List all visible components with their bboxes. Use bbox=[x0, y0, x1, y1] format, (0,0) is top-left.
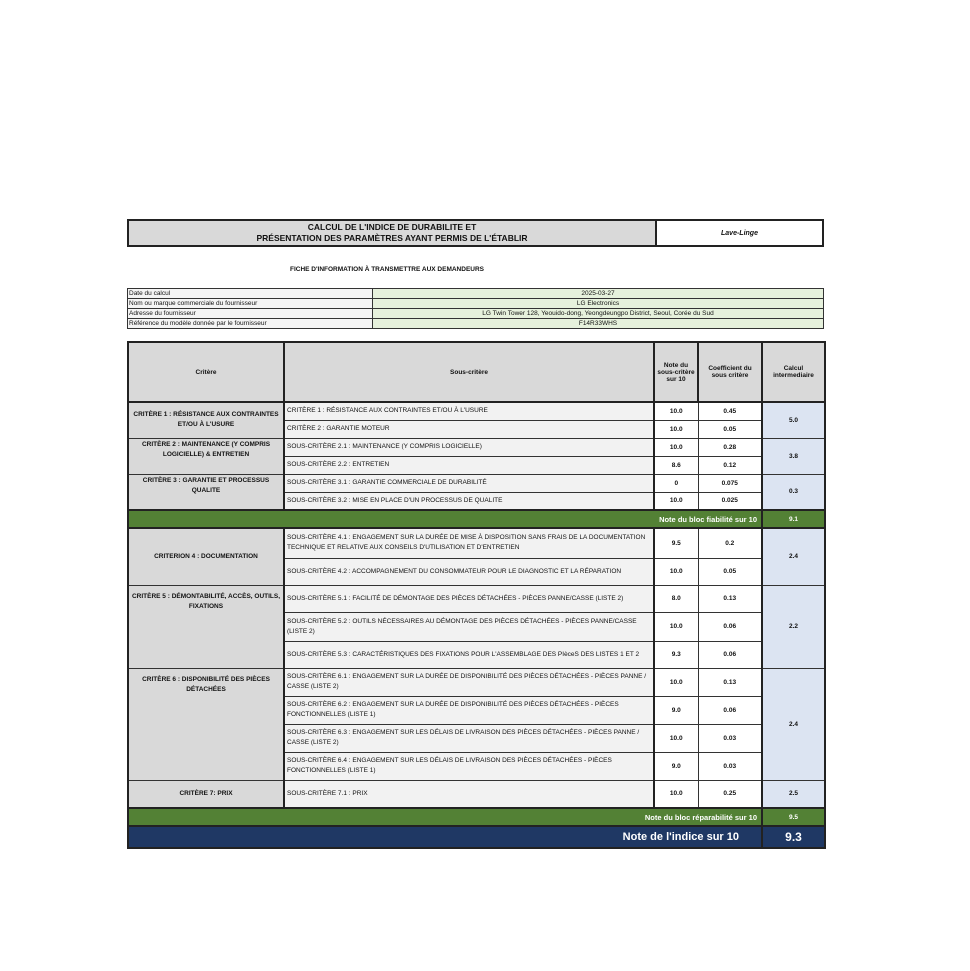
sub-criterion-label: CRITÈRE 2 : GARANTIE MOTEUR bbox=[284, 420, 654, 438]
col-header-calc: Calcul intermediaire bbox=[762, 342, 825, 402]
sub-criterion-coef: 0.05 bbox=[698, 558, 762, 585]
sub-criterion-coef: 0.03 bbox=[698, 752, 762, 780]
criterion-name: CRITÈRE 7: PRIX bbox=[128, 780, 284, 808]
sub-criterion-label: SOUS-CRITÈRE 7.1 : PRIX bbox=[284, 780, 654, 808]
criterion-name: CRITÈRE 6 : DISPONIBILITÉ DES PIÈCES DÉTACHÉES bbox=[128, 668, 284, 780]
criterion-name: CRITERION 4 : DOCUMENTATION bbox=[128, 528, 284, 585]
info-label: Référence du modèle donnée par le fournisseur bbox=[128, 319, 373, 329]
reparabilite-row bbox=[128, 808, 825, 826]
sub-criterion-note: 9.5 bbox=[654, 528, 698, 558]
sub-criterion-coef: 0.2 bbox=[698, 528, 762, 558]
sub-criterion-coef: 0.06 bbox=[698, 641, 762, 668]
sub-criterion-note: 10.0 bbox=[654, 780, 698, 808]
info-row bbox=[128, 299, 824, 309]
criterion-name: CRITÈRE 3 : GARANTIE ET PROCESSUS QUALITE bbox=[128, 474, 284, 510]
sub-criterion-note: 9.3 bbox=[654, 641, 698, 668]
info-row bbox=[128, 319, 824, 329]
sub-criterion-note: 10.0 bbox=[654, 724, 698, 752]
info-row bbox=[128, 289, 824, 299]
criterion-calc: 2.4 bbox=[762, 668, 825, 780]
criterion-calc: 0.3 bbox=[762, 474, 825, 510]
sub-criterion-label: SOUS-CRITÈRE 3.2 : MISE EN PLACE D'UN PROCESSUS DE QUALITE bbox=[284, 492, 654, 510]
durability-table bbox=[127, 341, 826, 849]
col-header-sous-critere: Sous-critère bbox=[284, 342, 654, 402]
sub-criterion-coef: 0.075 bbox=[698, 474, 762, 492]
sub-criterion-coef: 0.13 bbox=[698, 585, 762, 612]
sub-criterion-label: SOUS-CRITÈRE 6.4 : ENGAGEMENT SUR LES DÉLAIS DE LIVRAISON DES PIÈCES DÉTACHÉES - PIÈCES FONCTIONNELLES (LISTE 1) bbox=[284, 752, 654, 780]
sub-criterion-label: SOUS-CRITÈRE 5.1 : FACILITÉ DE DÉMONTAGE DES PIÈCES DÉTACHÉES - PIÈCES PANNE/CASSE (LISTE 2) bbox=[284, 585, 654, 612]
criterion-calc: 2.2 bbox=[762, 585, 825, 668]
sub-criterion-coef: 0.06 bbox=[698, 696, 762, 724]
info-label: Date du calcul bbox=[128, 289, 373, 299]
table-row bbox=[128, 402, 825, 420]
supplier-info-table bbox=[127, 288, 824, 329]
sub-criterion-label: SOUS-CRITÈRE 6.2 : ENGAGEMENT SUR LA DURÉE DE DISPONIBILITÉ DES PIÈCES DÉTACHÉES - PIÈCES FONCTIONNELLES (LISTE 1) bbox=[284, 696, 654, 724]
table-row bbox=[128, 528, 825, 558]
sub-criterion-note: 8.6 bbox=[654, 456, 698, 474]
criterion-name: CRITÈRE 1 : RÉSISTANCE AUX CONTRAINTES ET/OU À L'USURE bbox=[128, 402, 284, 438]
criterion-calc: 5.0 bbox=[762, 402, 825, 438]
product-type: Lave-Linge bbox=[721, 229, 758, 237]
sub-criterion-coef: 0.06 bbox=[698, 612, 762, 641]
criterion-calc: 3.8 bbox=[762, 438, 825, 474]
document-title bbox=[129, 221, 657, 245]
table-row bbox=[128, 474, 825, 492]
sub-criterion-note: 10.0 bbox=[654, 668, 698, 696]
fiabilite-value: 9.1 bbox=[762, 510, 825, 528]
sub-criterion-note: 8.0 bbox=[654, 585, 698, 612]
sub-criterion-coef: 0.025 bbox=[698, 492, 762, 510]
sub-criterion-coef: 0.13 bbox=[698, 668, 762, 696]
col-header-coef: Coefficient du sous critère bbox=[698, 342, 762, 402]
sub-criterion-note: 10.0 bbox=[654, 558, 698, 585]
info-value: LG Twin Tower 128, Yeouido-dong, Yeongdeungpo District, Seoul, Corée du Sud bbox=[373, 309, 824, 319]
sub-criterion-note: 10.0 bbox=[654, 420, 698, 438]
sub-criterion-note: 10.0 bbox=[654, 492, 698, 510]
sub-criterion-label: SOUS-CRITÈRE 6.1 : ENGAGEMENT SUR LA DURÉE DE DISPONIBILITÉ DES PIÈCES DÉTACHÉES - PIÈCES PANNE / CASSE (LISTE 2) bbox=[284, 668, 654, 696]
sub-criterion-label: CRITÈRE 1 : RÉSISTANCE AUX CONTRAINTES ET/OU À L'USURE bbox=[284, 402, 654, 420]
sub-criterion-label: SOUS-CRITÈRE 2.2 : ENTRETIEN bbox=[284, 456, 654, 474]
sub-criterion-label: SOUS-CRITÈRE 6.3 : ENGAGEMENT SUR LES DÉLAIS DE LIVRAISON DES PIÈCES DÉTACHÉES - PIÈCES PANNE / CASSE (LISTE 2) bbox=[284, 724, 654, 752]
title-line-2: PRÉSENTATION DES PARAMÈTRES AYANT PERMIS DE L'ÉTABLIR bbox=[256, 233, 528, 243]
info-row bbox=[128, 309, 824, 319]
reparabilite-label: Note du bloc réparabilité sur 10 bbox=[128, 808, 762, 826]
sub-criterion-label: SOUS-CRITÈRE 5.2 : OUTILS NÉCESSAIRES AU DÉMONTAGE DES PIÈCES DÉTACHÉES - PIÈCES PANNE/CASSE (LISTE 2) bbox=[284, 612, 654, 641]
sub-criterion-note: 10.0 bbox=[654, 402, 698, 420]
indice-value: 9.3 bbox=[762, 826, 825, 848]
document-header bbox=[127, 219, 824, 247]
sub-criterion-note: 10.0 bbox=[654, 612, 698, 641]
fiabilite-label: Note du bloc fiabilité sur 10 bbox=[128, 510, 762, 528]
table-header-row bbox=[128, 342, 825, 402]
sub-criterion-note: 9.0 bbox=[654, 752, 698, 780]
sub-criterion-label: SOUS-CRITÈRE 4.2 : ACCOMPAGNEMENT DU CONSOMMATEUR POUR LE DIAGNOSTIC ET LA RÉPARATION bbox=[284, 558, 654, 585]
sub-criterion-coef: 0.05 bbox=[698, 420, 762, 438]
info-value: 2025-03-27 bbox=[373, 289, 824, 299]
sub-criterion-label: SOUS-CRITÈRE 4.1 : ENGAGEMENT SUR LA DURÉE DE MISE À DISPOSITION SANS FRAIS DE LA DOCUMENTATION TECHNIQUE ET RELATIVE AUX CONSEILS D'UTILISATION ET D'ENTRETIEN bbox=[284, 528, 654, 558]
table-row bbox=[128, 780, 825, 808]
sub-criterion-label: SOUS-CRITÈRE 3.1 : GARANTIE COMMERCIALE DE DURABILITÉ bbox=[284, 474, 654, 492]
sub-criterion-note: 0 bbox=[654, 474, 698, 492]
sub-criterion-coef: 0.25 bbox=[698, 780, 762, 808]
info-label: Nom ou marque commerciale du fournisseur bbox=[128, 299, 373, 309]
sub-criterion-coef: 0.03 bbox=[698, 724, 762, 752]
fiabilite-row bbox=[128, 510, 825, 528]
sub-criterion-coef: 0.45 bbox=[698, 402, 762, 420]
criterion-calc: 2.5 bbox=[762, 780, 825, 808]
info-value: LG Electronics bbox=[373, 299, 824, 309]
fiche-caption: FICHE D'INFORMATION À TRANSMETTRE AUX DEMANDEURS bbox=[289, 266, 484, 273]
sub-criterion-label: SOUS-CRITÈRE 5.3 : CARACTÉRISTIQUES DES FIXATIONS POUR L'ASSEMBLAGE DES PIèceS DES LISTES 1 ET 2 bbox=[284, 641, 654, 668]
title-line-1: CALCUL DE L'INDICE DE DURABILITE ET bbox=[307, 222, 477, 232]
sub-criterion-note: 9.0 bbox=[654, 696, 698, 724]
sub-criterion-label: SOUS-CRITÈRE 2.1 : MAINTENANCE (Y COMPRIS LOGICIELLE) bbox=[284, 438, 654, 456]
indice-row bbox=[128, 826, 825, 848]
criterion-name: CRITÈRE 2 : MAINTENANCE (Y COMPRIS LOGICIELLE) & ENTRETIEN bbox=[128, 438, 284, 474]
col-header-critere: Critère bbox=[128, 342, 284, 402]
criterion-calc: 2.4 bbox=[762, 528, 825, 585]
col-header-note: Note du sous-critère sur 10 bbox=[654, 342, 698, 402]
table-row bbox=[128, 668, 825, 696]
reparabilite-value: 9.5 bbox=[762, 808, 825, 826]
sub-criterion-coef: 0.28 bbox=[698, 438, 762, 456]
info-value: F14R33WHS bbox=[373, 319, 824, 329]
table-row bbox=[128, 438, 825, 456]
sub-criterion-note: 10.0 bbox=[654, 438, 698, 456]
sub-criterion-coef: 0.12 bbox=[698, 456, 762, 474]
criterion-name: CRITÈRE 5 : DÉMONTABILITÉ, ACCÈS, OUTILS, FIXATIONS bbox=[128, 585, 284, 668]
indice-label: Note de l'indice sur 10 bbox=[128, 826, 762, 848]
info-label: Adresse du fournisseur bbox=[128, 309, 373, 319]
table-row bbox=[128, 585, 825, 612]
